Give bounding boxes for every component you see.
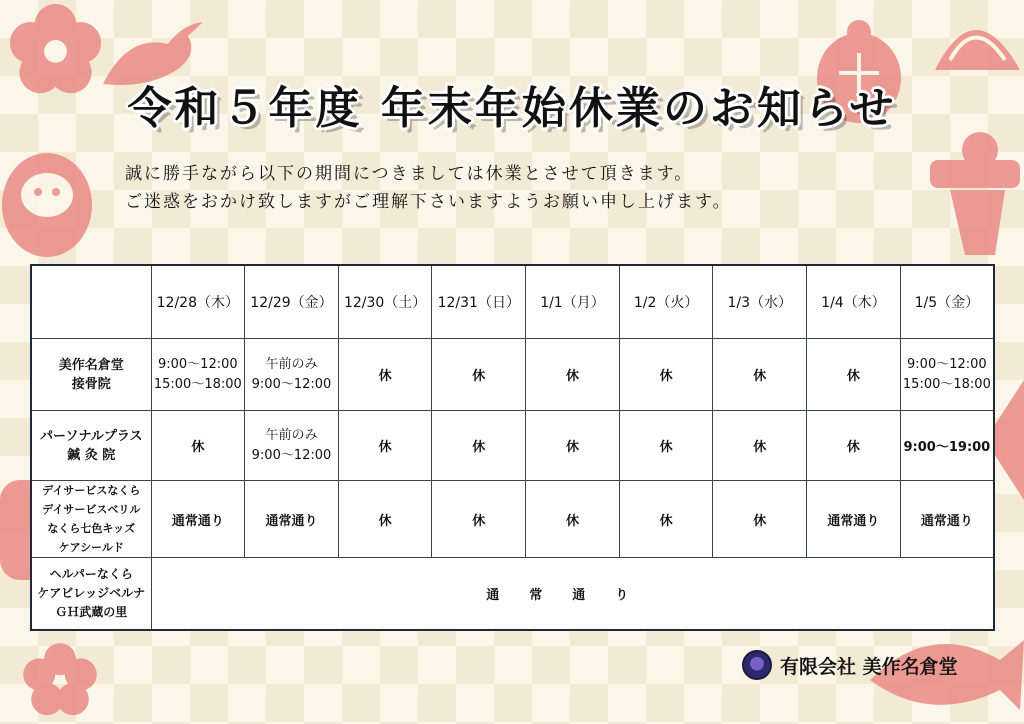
date-header: 1/5（金） (900, 265, 994, 339)
schedule-cell-text: 15:00～18:00 (153, 376, 242, 392)
schedule-cell (338, 411, 432, 481)
date-header: 1/4（木） (807, 265, 901, 339)
schedule-cell-text: 休 (753, 513, 767, 529)
row-header-line: ケアシールド (58, 541, 124, 554)
schedule-cell (807, 411, 901, 481)
row-header-line: デイサービスなくら (42, 484, 141, 497)
schedule-cell-text: 通常通り (265, 513, 318, 529)
company-logo-icon (742, 650, 772, 680)
date-header: 1/1（月） (526, 265, 620, 339)
schedule-cell-text: 15:00～18:00 (902, 376, 991, 392)
schedule-cell (713, 481, 807, 558)
schedule-cell (900, 481, 994, 558)
row-header-line: パーソナルプラス (40, 428, 143, 444)
schedule-cell-text: 午前のみ (265, 427, 318, 443)
table-row (31, 411, 994, 481)
date-header: 1/3（水） (713, 265, 807, 339)
schedule-cell-text: 休 (472, 513, 486, 529)
row-header (31, 558, 151, 630)
schedule-cell-text: 休 (659, 513, 673, 529)
schedule-cell-text: 9:00～12:00 (251, 376, 332, 392)
schedule-cell (432, 481, 526, 558)
schedule-cell (900, 339, 994, 411)
schedule-cell (526, 481, 620, 558)
koma-top-icon (920, 130, 1024, 260)
row-header-line: 美作名倉堂 (58, 357, 124, 373)
date-header: 12/28（木） (151, 265, 245, 339)
schedule-cell (807, 339, 901, 411)
schedule-table (30, 264, 995, 631)
date-header: 12/29（金） (245, 265, 339, 339)
schedule-cell (807, 481, 901, 558)
row-header-line: 鍼 灸 院 (67, 447, 116, 463)
schedule-cell-text: 休 (378, 369, 392, 384)
schedule-cell-text: 休 (659, 440, 673, 455)
row-header (31, 411, 151, 481)
schedule-cell (526, 411, 620, 481)
schedule-cell-text: 9:00～12:00 (251, 447, 332, 463)
schedule-cell (713, 339, 807, 411)
schedule-cell (619, 481, 713, 558)
schedule-cell-text: 休 (378, 513, 392, 529)
schedule-cell-text: 休 (753, 440, 767, 455)
corner-cell (31, 265, 151, 339)
merged-status-cell: 通常通り (151, 558, 994, 630)
schedule-cell (338, 481, 432, 558)
schedule-cell-text: 休 (378, 440, 392, 455)
schedule-cell (526, 339, 620, 411)
schedule-cell (619, 339, 713, 411)
schedule-cell-text: 休 (565, 440, 579, 455)
intro-line-1: 誠に勝手ながら以下の期間につきましては休業とさせて頂きます。 (125, 164, 694, 184)
schedule-cell (151, 481, 245, 558)
page-title: 令和５年度 年末年始休業のお知らせ (127, 83, 897, 134)
plum-flower-icon (20, 640, 100, 720)
table-row (31, 481, 994, 558)
schedule-cell-text: 通常通り (171, 513, 224, 529)
schedule-cell-text: 休 (565, 513, 579, 529)
row-header-line: ＧＨ武蔵の里 (55, 604, 128, 619)
company-name: 有限会社 美作名倉堂 (780, 655, 958, 678)
date-header: 12/30（土） (338, 265, 432, 339)
schedule-cell-text: 9:00～12:00 (907, 356, 987, 372)
schedule-cell-text: 休 (846, 369, 860, 384)
date-header: 1/2（火） (619, 265, 713, 339)
row-header (31, 339, 151, 411)
row-header-line: なくら七色キッズ (47, 522, 136, 535)
schedule-cell-text: 休 (753, 369, 767, 384)
schedule-cell (245, 481, 339, 558)
header-row (31, 265, 994, 339)
daruma-icon (0, 140, 95, 260)
schedule-cell (713, 411, 807, 481)
date-header: 12/31（日） (432, 265, 526, 339)
company-footer (742, 650, 958, 680)
row-header-line: ケアビレッジベルナ (37, 585, 146, 600)
schedule-cell-text: 9:00～12:00 (157, 356, 238, 372)
schedule-cell-text: 休 (659, 369, 673, 384)
schedule-cell-text: 通常通り (827, 513, 880, 529)
schedule-cell (338, 339, 432, 411)
schedule-cell (432, 411, 526, 481)
schedule-cell-text: 午前のみ (265, 356, 318, 372)
schedule-cell-text: 休 (846, 440, 860, 455)
schedule-cell (245, 411, 339, 481)
row-header (31, 481, 151, 558)
schedule-cell (151, 339, 245, 411)
intro-line-2: ご迷惑をおかけ致しますがご理解下さいますようお願い申し上げます。 (125, 192, 732, 212)
schedule-cell-text: 休 (472, 440, 486, 455)
row-header-line: 接骨院 (71, 376, 111, 392)
schedule-cell-text: 通常通り (920, 513, 973, 529)
row-header-line: デイサービスベリル (42, 503, 141, 516)
schedule-cell-text: 9:00～19:00 (903, 440, 991, 455)
schedule-cell-text: 休 (472, 369, 486, 384)
schedule-cell (432, 339, 526, 411)
schedule-cell-text: 休 (565, 369, 579, 384)
schedule-cell (245, 339, 339, 411)
table-row (31, 558, 994, 630)
schedule-cell-text: 休 (191, 440, 205, 455)
schedule-cell (151, 411, 245, 481)
intro-text (125, 160, 732, 216)
schedule-cell (900, 411, 994, 481)
table-row (31, 339, 994, 411)
row-header-line: ヘルパーなくら (49, 566, 133, 581)
schedule-cell (619, 411, 713, 481)
